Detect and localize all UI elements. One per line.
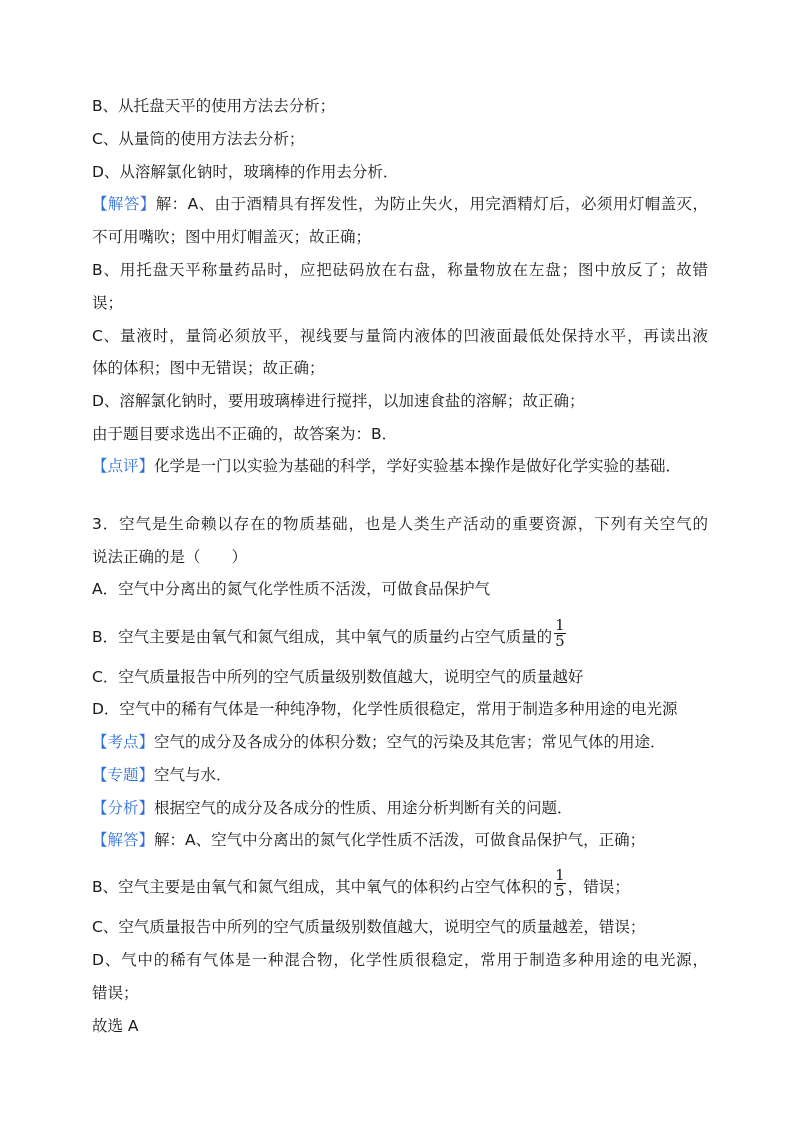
answer-tag: 【解答】 <box>92 195 156 213</box>
question-3-line-1: 3．空气是生命赖以存在的物质基础，也是人类生产活动的重要资源，下列有关空气的 <box>92 515 708 533</box>
solution-c-line: C、空气质量报告中所列的空气质量级别数值越大，说明空气的质量越差，错误； <box>92 918 646 936</box>
question-3-option-c: C．空气质量报告中所列的空气质量级别数值越大，说明空气的质量越好 <box>92 668 584 686</box>
answer-line-3: B、用托盘天平称量药品时，应把砝码放在右盘，称量物放在左盘；图中放反了；故错 <box>92 261 708 279</box>
final-answer-line: 故选 A <box>92 1017 139 1035</box>
answer-line-1: 【解答】解：A、由于酒精具有挥发性，为防止失火，用完酒精灯后，必须用灯帽盖灭， <box>92 195 708 213</box>
line-option-b-hint: B、从托盘天平的使用方法去分析； <box>92 97 336 115</box>
jieda-tag: 【解答】 <box>92 831 155 849</box>
question-3-option-b: B．空气主要是由氧气和氮气组成，其中氧气的质量约占空气质量的 $\frac{1}{5}$ <box>92 616 565 650</box>
answer-line-2: 不可用嘴吹；图中用灯帽盖灭；故正确； <box>92 228 372 246</box>
answer-line-4: 误； <box>92 294 124 312</box>
zhuanti-tag: 【专题】 <box>92 766 155 784</box>
fenxi-line: 【分析】根据空气的成分及各成分的性质、用途分析判断有关的问题． <box>92 799 573 817</box>
fraction-one-fifth: $\frac{1}{5}$ <box>555 616 565 650</box>
fraction-one-fifth-solution: $\frac{1}{5}$ <box>555 866 565 900</box>
kaodian-line: 【考点】空气的成分及各成分的体积分数；空气的污染及其危害；常见气体的用途． <box>92 733 666 751</box>
solution-b-line: B、空气主要是由氧气和氮气组成，其中氧气的体积约占空气体积的 $\frac{1}{5}$ ，错误； <box>92 866 630 900</box>
answer-line-5: C、量液时，量筒必须放平，视线要与量筒内液体的凹液面最低处保持水平，再读出液 <box>92 327 708 345</box>
answer-line-6: 体的体积；图中无错误；故正确； <box>92 359 325 377</box>
line-option-c-hint: C、从量筒的使用方法去分析； <box>92 130 305 148</box>
comment-tag: 【点评】 <box>92 457 155 475</box>
answer-line-8: 由于题目要求选出不正确的，故答案为：B． <box>92 425 398 443</box>
fenxi-tag: 【分析】 <box>92 799 155 817</box>
kaodian-tag: 【考点】 <box>92 733 155 751</box>
solution-d-line-2: 错误； <box>92 984 139 1002</box>
answer-line-7: D、溶解氯化钠时，要用玻璃棒进行搅拌，以加速食盐的溶解；故正确； <box>92 392 585 410</box>
zhuanti-line: 【专题】空气与水． <box>92 766 232 784</box>
question-3-option-d: D．空气中的稀有气体是一种纯净物，化学性质很稳定，常用于制造多种用途的电光源 <box>92 700 678 718</box>
jieda-line: 【解答】解：A、空气中分离出的氮气化学性质不活泼，可做食品保护气，正确； <box>92 831 646 849</box>
solution-d-line-1: D、气中的稀有气体是一种混合物，化学性质很稳定，常用于制造多种用途的电光源， <box>92 951 708 969</box>
line-option-d-hint: D、从溶解氯化钠时，玻璃棒的作用去分析． <box>92 163 399 181</box>
comment-line: 【点评】化学是一门以实验为基础的科学，学好实验基本操作是做好化学实验的基础． <box>92 457 682 475</box>
question-3-option-a: A．空气中分离出的氮气化学性质不活泼，可做食品保护气 <box>92 580 491 598</box>
question-3-line-2: 说法正确的是（ ） <box>92 548 248 566</box>
